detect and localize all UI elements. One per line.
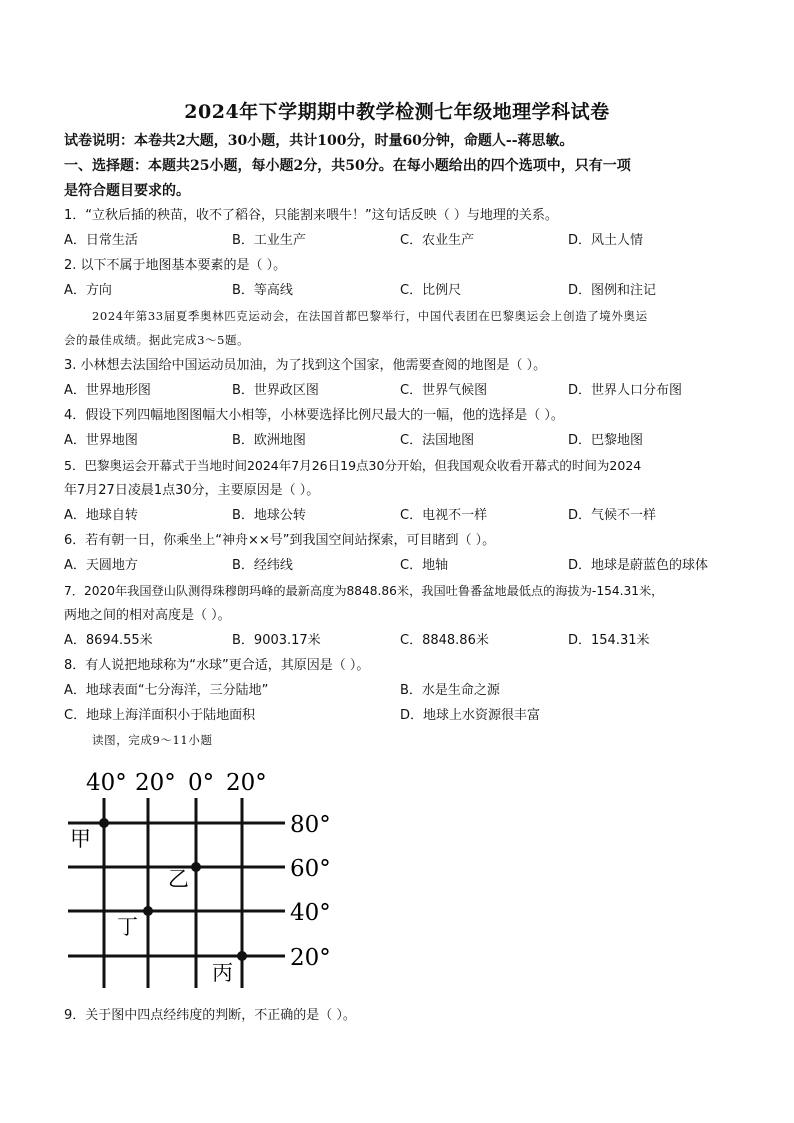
point-bing-dot [237,951,247,961]
lat-label-60: 60° [290,856,331,882]
point-jia-dot [99,818,109,828]
lat-label-20: 20° [290,945,331,971]
option-b[interactable]: B．等高线 [232,283,293,298]
option-c[interactable]: C．农业生产 [400,233,475,248]
question-4-stem: 4．假设下列四幅地图图幅大小相等，小林要选择比例尺最大的一幅，他的选择是（ ）。 [64,408,564,423]
option-a[interactable]: A．地球表面“七分海洋，三分陆地” [64,683,269,698]
option-c[interactable]: C．电视不一样 [400,508,488,523]
context-olympics-line-2: 会的最佳成绩。据此完成3～5题。 [64,333,250,347]
question-5-stem-line-2: 年7月27日凌晨1点30分，主要原因是（ ）。 [64,483,320,498]
question-5-stem-line-1: 5．巴黎奥运会开幕式于当地时间2024年7月26日19点30分开始，但我国观众收看开幕式的时间为2024 [64,458,642,473]
option-c[interactable]: C．地轴 [400,558,449,573]
option-c[interactable]: C．比例尺 [400,283,462,298]
section-heading-line-1: 一、选择题：本题共25小题，每小题2分，共50分。在每小题给出的四个选项中，只有一项 [64,158,631,174]
question-8-stem: 8．有人说把地球称为“水球”更合适，其原因是（ ）。 [64,658,370,673]
question-6-options [64,556,744,576]
option-c[interactable]: C．地球上海洋面积小于陆地面积 [64,708,256,723]
option-b[interactable]: B．地球公转 [232,508,306,523]
point-bing-label: 丙 [212,961,233,985]
section-heading-line-2: 是符合题目要求的。 [64,183,190,199]
question-3-options [64,381,744,401]
context-map-reading: 读图，完成9～11小题 [92,733,213,747]
option-b[interactable]: B．世界政区图 [232,383,319,398]
question-7-options [64,631,744,651]
option-a[interactable]: A．天圆地方 [64,558,138,573]
question-8-options-row-1 [64,681,744,701]
option-b[interactable]: B．经纬线 [232,558,293,573]
point-ding-dot [143,906,153,916]
lat-label-80: 80° [290,812,331,838]
option-d[interactable]: D．世界人口分布图 [568,383,683,398]
option-d[interactable]: D．地球上水资源很丰富 [400,708,541,723]
point-yi-label: 乙 [168,867,189,891]
graticule-diagram [60,760,350,995]
lon-label-40w: 40° [86,770,127,796]
option-b[interactable]: B．欧洲地图 [232,433,306,448]
option-a[interactable]: A．8694.55米 [64,633,153,648]
lon-label-20w: 20° [135,770,176,796]
question-1-stem: 1．“立秋后插的秧苗，收不了稻谷，只能割来喂牛！”这句话反映（ ）与地理的关系。 [64,208,558,223]
option-a[interactable]: A．地球自转 [64,508,138,523]
question-5-options [64,506,744,526]
question-7-stem-line-2: 两地之间的相对高度是（ ）。 [64,608,231,623]
page-title: 2024年下学期期中教学检测七年级地理学科试卷 [184,101,610,123]
option-d[interactable]: D．地球是蔚蓝色的球体 [568,558,709,573]
option-d[interactable]: D．巴黎地图 [568,433,644,448]
question-3-stem: 3. 小林想去法国给中国运动员加油，为了找到这个国家，他需要查阅的地图是（ ）。 [64,358,547,373]
option-b[interactable]: B．9003.17米 [232,633,321,648]
option-b[interactable]: B．工业生产 [232,233,306,248]
lon-label-0: 0° [188,770,215,796]
option-a[interactable]: A．世界地形图 [64,383,151,398]
question-7-stem-line-1: 7．2020年我国登山队测得珠穆朗玛峰的最新高度为8848.86米，我国吐鲁番盆地最低点的海拔为-154.31米， [64,584,664,598]
option-c[interactable]: C．世界气候图 [400,383,488,398]
question-9-stem: 9．关于图中四点经纬度的判断，不正确的是（ ）。 [64,1008,356,1023]
point-ding-label: 丁 [117,915,138,939]
point-yi-dot [191,862,201,872]
question-1-options [64,231,744,251]
exam-instructions: 试卷说明：本卷共2大题，30小题，共计100分，时量60分钟，命题人--蒋思敏。 [64,133,574,149]
option-b[interactable]: B．水是生命之源 [400,683,500,698]
lon-label-20e: 20° [226,770,267,796]
question-8-options-row-2 [64,706,744,726]
option-a[interactable]: A．世界地图 [64,433,138,448]
question-4-options [64,431,744,451]
option-a[interactable]: A．日常生活 [64,233,138,248]
question-6-stem: 6．若有朝一日，你乘坐上“神舟××号”到我国空间站探索，可目睹到（ ）。 [64,533,496,548]
question-2-options [64,281,744,301]
option-d[interactable]: D．风土人情 [568,233,644,248]
option-c[interactable]: C．法国地图 [400,433,475,448]
option-d[interactable]: D．气候不一样 [568,508,657,523]
lat-label-40: 40° [290,900,331,926]
option-a[interactable]: A．方向 [64,283,112,298]
option-d[interactable]: D．154.31米 [568,633,650,648]
context-olympics-line-1: 2024年第33届夏季奥林匹克运动会，在法国首都巴黎举行，中国代表团在巴黎奥运会上创造了境外奥运 [92,309,648,323]
option-c[interactable]: C．8848.86米 [400,633,489,648]
option-d[interactable]: D．图例和注记 [568,283,657,298]
question-2-stem: 2. 以下不属于地图基本要素的是（ ）。 [64,258,287,273]
point-jia-label: 甲 [70,827,91,851]
